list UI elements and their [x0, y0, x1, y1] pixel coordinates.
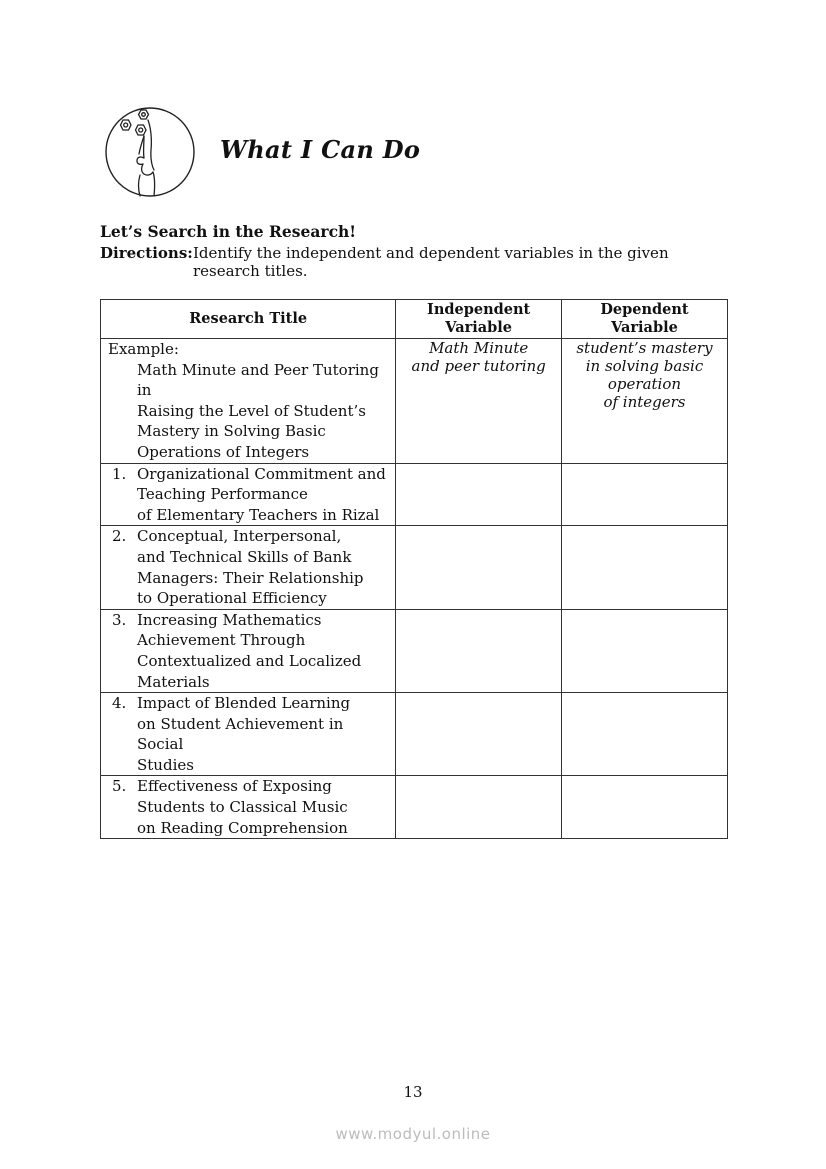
table-row	[101, 776, 728, 839]
independent-answer-cell[interactable]	[396, 463, 562, 526]
dependent-answer-cell[interactable]	[561, 463, 727, 526]
dependent-answer-cell[interactable]	[561, 526, 727, 609]
header-research-title: Research Title	[101, 300, 396, 339]
title-line: of Elementary Teachers in Rizal	[137, 505, 380, 524]
page-title: What I Can Do	[220, 135, 421, 164]
row-number: 5.	[112, 777, 127, 796]
watermark: www.modyul.online	[335, 1125, 491, 1143]
header-dependent-variable: Dependent Variable	[561, 300, 727, 339]
directions-label: Directions:	[100, 244, 193, 262]
title-line: Achievement Through	[137, 631, 306, 650]
title-line: to Operational Efficiency	[137, 589, 327, 608]
example-title-line: Raising the Level of Student’s	[137, 401, 366, 420]
table-header-row	[101, 300, 728, 339]
directions-text: Identify the independent and dependent variables in the given research titles.	[193, 244, 669, 280]
example-dependent-line: student’s mastery	[576, 339, 713, 357]
example-title-line: Mastery in Solving Basic	[137, 422, 326, 441]
title-line: Organizational Commitment and	[137, 464, 386, 483]
example-row	[101, 339, 728, 464]
title-line: Materials	[137, 672, 210, 691]
directions	[100, 244, 730, 280]
example-independent-line: and peer tutoring	[411, 357, 546, 375]
example-dependent-line: of integers	[603, 393, 686, 411]
title-line: Conceptual, Interpersonal,	[137, 527, 342, 546]
example-independent-cell	[396, 339, 562, 464]
activity-subtitle: Let’s Search in the Research!	[100, 222, 357, 241]
dependent-answer-cell[interactable]	[561, 609, 727, 692]
dependent-answer-cell[interactable]	[561, 693, 727, 776]
title-line: Studies	[137, 755, 194, 774]
research-title-cell	[101, 463, 396, 526]
title-line: Increasing Mathematics	[137, 610, 322, 629]
title-line: Teaching Performance	[137, 485, 308, 504]
title-line: on Reading Comprehension	[137, 818, 348, 837]
title-line: Students to Classical Music	[137, 798, 348, 817]
row-number: 1.	[112, 464, 127, 483]
independent-answer-cell[interactable]	[396, 526, 562, 609]
research-table	[100, 299, 728, 839]
row-number: 4.	[112, 694, 127, 713]
example-title-cell	[101, 339, 396, 464]
header-independent-variable: Independent Variable	[396, 300, 562, 339]
hand-with-gears-icon	[104, 106, 196, 198]
research-title-cell	[101, 526, 396, 609]
research-title-cell	[101, 776, 396, 839]
table-row	[101, 526, 728, 609]
table-row	[101, 693, 728, 776]
example-label: Example:	[108, 340, 179, 358]
research-title-cell	[101, 609, 396, 692]
example-independent-line: Math Minute	[429, 339, 529, 357]
example-title-line: Operations of Integers	[137, 442, 310, 461]
row-number: 2.	[112, 527, 127, 546]
table-row	[101, 463, 728, 526]
independent-answer-cell[interactable]	[396, 609, 562, 692]
title-line: Managers: Their Relationship	[137, 568, 364, 587]
dependent-answer-cell[interactable]	[561, 776, 727, 839]
title-line: on Student Achievement in Social	[137, 714, 344, 754]
independent-answer-cell[interactable]	[396, 776, 562, 839]
example-dependent-line: in solving basic	[585, 357, 704, 375]
title-line: and Technical Skills of Bank	[137, 547, 352, 566]
independent-answer-cell[interactable]	[396, 693, 562, 776]
example-title-line: Math Minute and Peer Tutoring in	[137, 360, 379, 400]
title-line: Effectiveness of Exposing	[137, 777, 332, 796]
row-number: 3.	[112, 610, 127, 629]
page-number: 13	[403, 1083, 423, 1101]
example-dependent-cell	[561, 339, 727, 464]
title-line: Contextualized and Localized	[137, 651, 362, 670]
example-dependent-line: operation	[607, 375, 682, 393]
title-line: Impact of Blended Learning	[137, 694, 351, 713]
research-title-cell	[101, 693, 396, 776]
table-row	[101, 609, 728, 692]
